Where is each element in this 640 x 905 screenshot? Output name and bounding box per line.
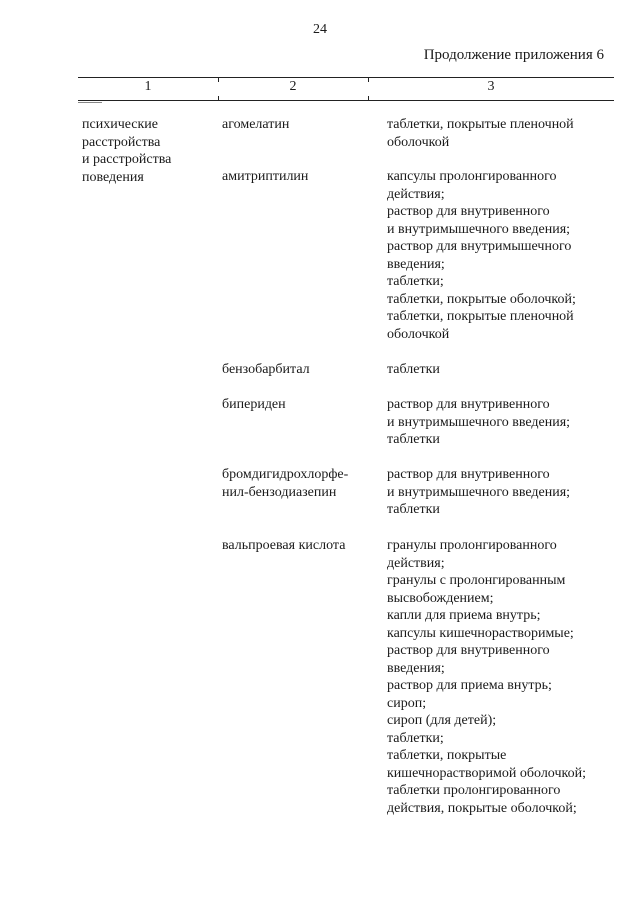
- dosage-form-line: действия;: [387, 555, 445, 571]
- column-header-1: 1: [144, 79, 152, 94]
- dosage-form-cell: [387, 466, 627, 519]
- drug-name: бензобарбитал: [222, 362, 310, 377]
- dosage-form-line: введения;: [387, 256, 445, 272]
- dosage-form-line: и внутримышечного введения;: [387, 484, 571, 500]
- table-header: [78, 77, 614, 101]
- dosage-form-line: таблетки;: [387, 274, 444, 289]
- column-divider: [218, 96, 219, 100]
- continuation-title: Продолжение приложения 6: [423, 47, 604, 63]
- drug-name: бромдигидрохлорфе-: [222, 467, 349, 482]
- category-cell: [82, 116, 218, 186]
- dosage-form-line: таблетки, покрытые оболочкой;: [387, 291, 576, 307]
- dosage-form-line: сироп;: [387, 695, 427, 711]
- category-line: и расстройства: [82, 152, 172, 167]
- dosage-form-cell: [387, 361, 627, 379]
- dosage-form-line: таблетки, покрытые: [387, 748, 507, 763]
- dosage-form-cell: [387, 537, 627, 817]
- dosage-form-line: кишечнорастворимой оболочкой;: [387, 765, 586, 781]
- dosage-form-line: капсулы пролонгированного: [387, 169, 557, 184]
- drug-name: бипериден: [222, 397, 286, 412]
- dosage-form-line: высвобождением;: [387, 590, 494, 606]
- category-line: расстройства: [82, 134, 161, 150]
- dosage-form-cell: [387, 396, 627, 449]
- dosage-form-line: введения;: [387, 660, 445, 676]
- dosage-form-line: таблетки: [387, 362, 440, 377]
- dosage-form-line: действия, покрытые оболочкой;: [387, 800, 577, 816]
- dosage-form-line: капли для приема внутрь;: [387, 608, 541, 623]
- dosage-form-line: таблетки: [387, 502, 440, 517]
- dosage-form-line: таблетки;: [387, 730, 444, 746]
- dosage-form-line: таблетки, покрытые пленочной: [387, 117, 574, 132]
- drug-name: вальпроевая кислота: [222, 538, 346, 553]
- dosage-form-line: раствор для внутримышечного: [387, 239, 572, 254]
- dosage-form-line: раствор для внутривенного: [387, 397, 550, 412]
- dosage-form-line: таблетки пролонгированного: [387, 783, 561, 798]
- dosage-form-line: таблетки, покрытые пленочной: [387, 309, 574, 324]
- dosage-form-line: и внутримышечного введения;: [387, 221, 571, 237]
- category-line: поведения: [82, 169, 144, 185]
- page-number: 24: [313, 22, 327, 37]
- dosage-form-line: действия;: [387, 186, 445, 202]
- category-line: психические: [82, 117, 159, 132]
- drug-name-cell: [222, 361, 382, 379]
- dosage-form-line: раствор для внутривенного: [387, 643, 550, 658]
- drug-name-cell: [222, 116, 382, 134]
- dosage-form-line: сироп (для детей);: [387, 713, 497, 728]
- column-header-3: 3: [487, 79, 495, 94]
- header-mark: [78, 102, 102, 103]
- dosage-form-line: раствор для внутривенного: [387, 204, 550, 219]
- drug-name-cell: [222, 168, 382, 186]
- dosage-form-line: раствор для внутривенного: [387, 467, 550, 482]
- column-header-2: 2: [289, 79, 297, 94]
- drug-name-cell: [222, 537, 382, 555]
- dosage-form-line: капсулы кишечнорастворимые;: [387, 625, 574, 641]
- dosage-form-line: таблетки: [387, 432, 440, 447]
- drug-name: амитриптилин: [222, 169, 309, 184]
- drug-name: нил-бензодиазепин: [222, 484, 337, 500]
- drug-name-cell: [222, 396, 382, 414]
- dosage-form-cell: [387, 168, 627, 343]
- dosage-form-line: гранулы с пролонгированным: [387, 573, 566, 588]
- drug-name-cell: [222, 466, 382, 501]
- dosage-form-line: оболочкой: [387, 134, 450, 150]
- dosage-form-line: и внутримышечного введения;: [387, 414, 571, 430]
- dosage-form-line: гранулы пролонгированного: [387, 538, 557, 553]
- dosage-form-line: раствор для приема внутрь;: [387, 678, 552, 693]
- dosage-form-line: оболочкой: [387, 326, 450, 342]
- column-divider: [368, 96, 369, 100]
- dosage-form-cell: [387, 116, 627, 151]
- drug-name: агомелатин: [222, 117, 290, 132]
